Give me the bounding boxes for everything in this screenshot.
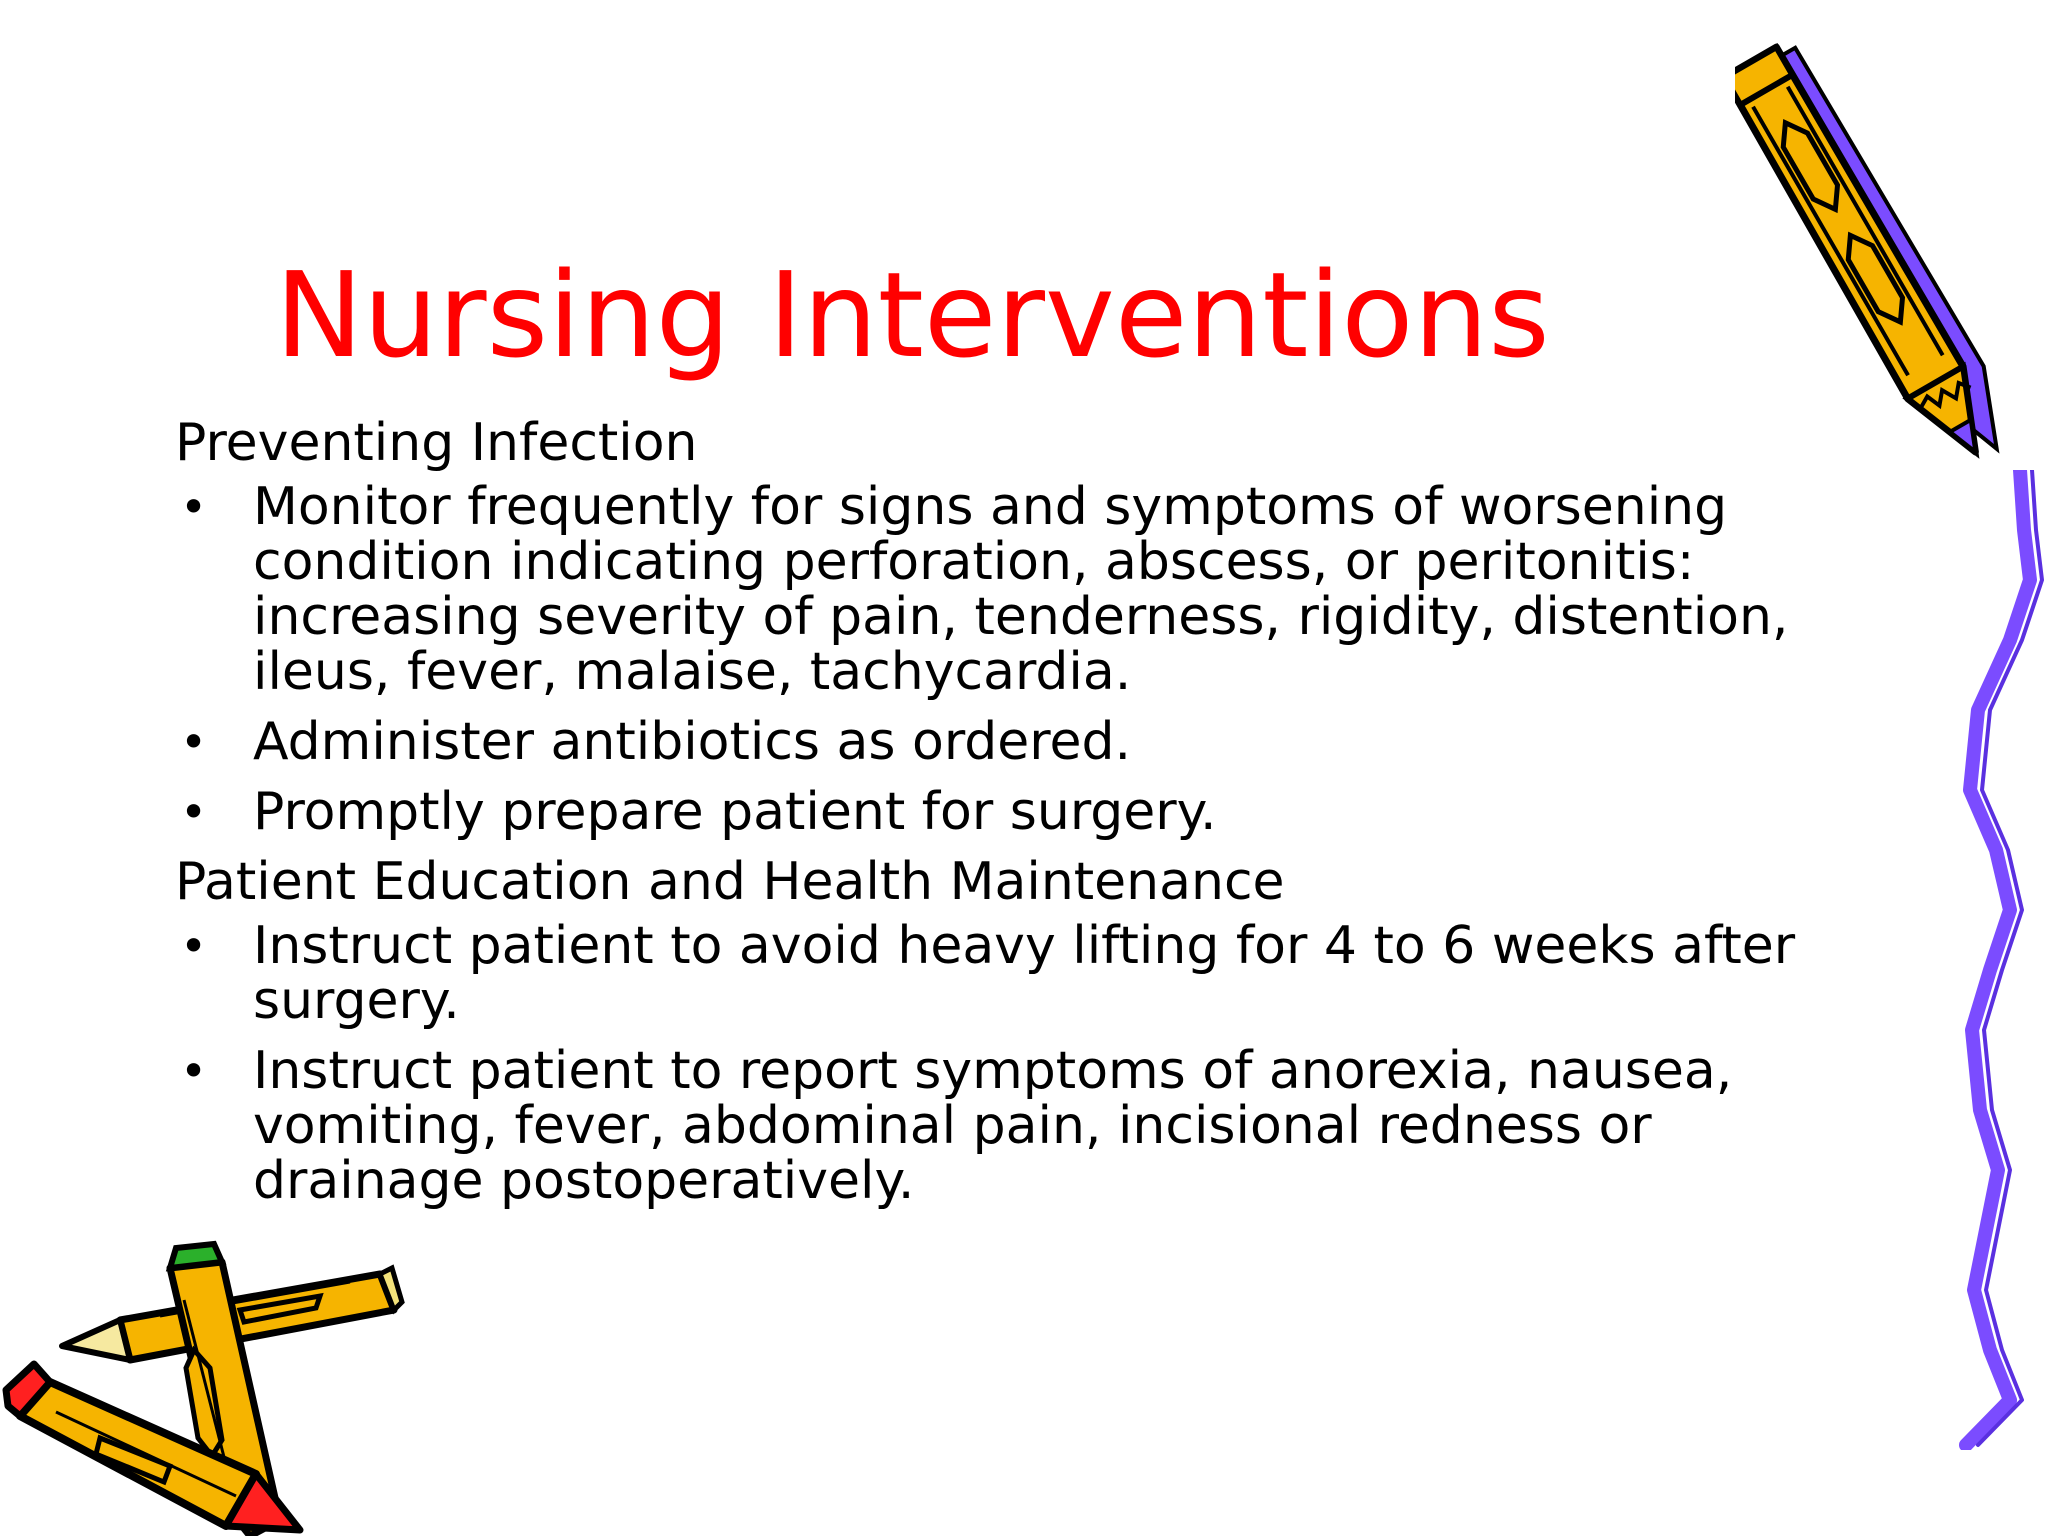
list-item [175, 1041, 1855, 1211]
bullet-text: Administer antibiotics as ordered. [253, 712, 1132, 772]
list-item [175, 477, 1855, 702]
list-item [175, 916, 1855, 1031]
slide-body [175, 413, 1855, 1224]
squiggle-line [1950, 470, 2048, 1450]
bullet-list-preventing-infection [175, 477, 1855, 842]
section-heading-preventing-infection: Preventing Infection [175, 413, 698, 473]
bullet-text: Monitor frequently for signs and symptoms of worsening condition indicating perforation, abscess, or peritonitis: increasing severity of pain, tenderness, rigidity, distention, ileus, fever, malaise, tachycardia. [253, 477, 1789, 702]
list-item [175, 712, 1855, 772]
bullet-text: Instruct patient to avoid heavy lifting for 4 to 6 weeks after surgery. [253, 916, 1796, 1031]
bullet-symbol: • [180, 1044, 208, 1098]
bullet-symbol: • [180, 480, 208, 534]
bullet-symbol: • [180, 919, 208, 973]
list-item [175, 782, 1855, 842]
crayons-icon [0, 1240, 420, 1536]
bullet-text: Instruct patient to report symptoms of anorexia, nausea, vomiting, fever, abdominal pain, incisional redness or drainage postoperatively. [253, 1041, 1733, 1211]
bullet-text: Promptly prepare patient for surgery. [253, 782, 1217, 842]
slide-title: Nursing Interventions [275, 246, 1550, 384]
bullet-symbol: • [180, 785, 208, 839]
section-heading-patient-education: Patient Education and Health Maintenance [175, 852, 1285, 912]
bullet-symbol: • [180, 715, 208, 769]
bullet-list-patient-education [175, 916, 1855, 1211]
